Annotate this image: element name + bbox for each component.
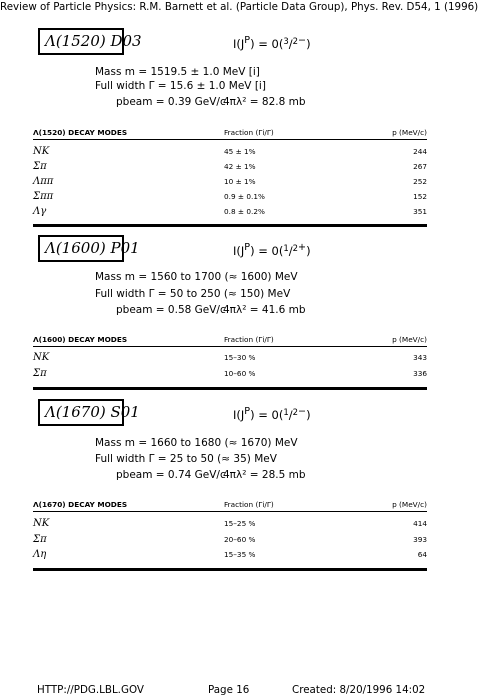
decay-mode: NK <box>33 518 50 529</box>
width-line: Full width Γ = 25 to 50 (≈ 35) MeV <box>95 453 277 465</box>
table-row <box>33 204 427 219</box>
decay-mode: NK <box>33 352 50 363</box>
pbeam-value: pbeam = 0.58 GeV/c <box>116 304 226 316</box>
decay-fraction: 0.9 ± 0.1% <box>224 192 265 201</box>
momentum-header: p (MeV/c) <box>392 128 427 137</box>
decay-table-title: Λ(1600) DECAY MODES <box>33 335 128 344</box>
quantum-eq: ) = 0( <box>250 36 284 51</box>
table-row <box>33 547 427 562</box>
spin-denominator: 2 <box>292 36 299 47</box>
decay-momentum: 64 <box>417 550 427 559</box>
pbeam-line <box>116 469 356 483</box>
quantum-numbers: $I(J^P) = 0(^1/^{2-})$ <box>233 406 311 422</box>
particle-name: Λ(1670) S01 <box>45 403 140 421</box>
cross-section-value: 4πλ² = 41.6 mb <box>223 304 306 316</box>
decay-mode: Λη <box>33 549 47 560</box>
decay-fraction: 10–60 % <box>224 369 256 378</box>
particle-name: Λ(1520) D03 <box>45 32 142 50</box>
pbeam-value: pbeam = 0.74 GeV/c <box>116 469 226 481</box>
parity-sign: − <box>298 35 307 46</box>
cross-section-value: 4πλ² = 28.5 mb <box>223 469 306 481</box>
parity-sign: + <box>298 242 307 253</box>
decay-mode: Σπ <box>33 161 47 172</box>
quantum-parity-label: P <box>244 406 251 417</box>
section-divider <box>33 568 427 571</box>
table-row <box>33 366 427 381</box>
quantum-close: ) <box>306 36 311 51</box>
decay-mode: Σπ <box>33 368 47 379</box>
table-row <box>33 174 427 189</box>
decay-mode: Σπ <box>33 534 47 545</box>
decay-momentum: 351 <box>413 207 427 216</box>
quantum-parity-label: P <box>244 35 251 46</box>
decay-mode: Σππ <box>33 191 54 202</box>
spin-numerator: 1 <box>283 407 289 418</box>
mass-line: Mass m = 1560 to 1700 (≈ 1600) MeV <box>95 271 298 283</box>
table-row <box>33 516 427 531</box>
particle-title-box <box>38 235 140 262</box>
decay-fraction: 15–35 % <box>224 550 256 559</box>
page-footer <box>0 683 497 697</box>
quantum-prefix: I(J <box>233 407 245 422</box>
fraction-header: Fraction (Γi/Γ) <box>224 500 274 509</box>
decay-table-title: Λ(1520) DECAY MODES <box>33 128 128 137</box>
decay-fraction: 15–30 % <box>224 353 256 362</box>
decay-momentum: 267 <box>413 162 427 171</box>
decay-table-title: Λ(1670) DECAY MODES <box>33 500 128 509</box>
decay-momentum: 414 <box>413 519 427 528</box>
table-row <box>33 144 427 159</box>
footer-url-link[interactable]: HTTP://PDG.LBL.GOV <box>37 684 144 696</box>
quantum-numbers: $I(J^P) = 0(^1/^{2+})$ <box>233 242 311 258</box>
page-header: Review of Particle Physics: R.M. Barnett et al. (Particle Data Group), Phys. Rev. D54, 1 (1996) <box>0 1 479 13</box>
particle-name: Λ(1600) P01 <box>45 239 140 257</box>
quantum-eq: ) = 0( <box>250 243 284 258</box>
fraction-header: Fraction (Γi/Γ) <box>224 128 274 137</box>
decay-momentum: 393 <box>413 535 427 544</box>
particle-title-box <box>38 28 142 55</box>
decay-table-header <box>33 126 427 140</box>
decay-momentum: 336 <box>413 369 427 378</box>
quantum-numbers: $I(J^P) = 0(^3/^{2-})$ <box>233 35 311 51</box>
pbeam-line <box>116 304 356 318</box>
decay-momentum: 252 <box>413 177 427 186</box>
decay-fraction: 10 ± 1% <box>224 177 256 186</box>
quantum-eq: ) = 0( <box>250 407 284 422</box>
particle-title-box <box>38 399 140 426</box>
mass-line: Mass m = 1519.5 ± 1.0 MeV [i] <box>95 66 260 78</box>
momentum-header: p (MeV/c) <box>392 500 427 509</box>
footer-page-number: Page 16 <box>208 684 250 696</box>
decay-momentum: 244 <box>413 147 427 156</box>
momentum-header: p (MeV/c) <box>392 335 427 344</box>
spin-denominator: 2 <box>292 407 299 418</box>
spin-denominator: 2 <box>292 243 299 254</box>
mass-line: Mass m = 1660 to 1680 (≈ 1670) MeV <box>95 437 298 449</box>
fraction-header: Fraction (Γi/Γ) <box>224 335 274 344</box>
table-row <box>33 159 427 174</box>
decay-momentum: 152 <box>413 192 427 201</box>
pbeam-line <box>116 96 356 110</box>
table-row <box>33 532 427 547</box>
table-row <box>33 350 427 365</box>
footer-created-date: Created: 8/20/1996 14:02 <box>292 684 426 696</box>
cross-section-value: 4πλ² = 82.8 mb <box>223 96 306 108</box>
decay-fraction: 15–25 % <box>224 519 256 528</box>
quantum-close: ) <box>306 407 311 422</box>
decay-fraction: 45 ± 1% <box>224 147 256 156</box>
section-divider <box>33 224 427 227</box>
width-line: Full width Γ = 50 to 250 (≈ 150) MeV <box>95 288 291 300</box>
pbeam-value: pbeam = 0.39 GeV/c <box>116 96 226 108</box>
quantum-prefix: I(J <box>233 36 245 51</box>
decay-momentum: 343 <box>413 353 427 362</box>
section-divider <box>33 387 427 390</box>
decay-table-header <box>33 333 427 347</box>
table-row <box>33 189 427 204</box>
decay-mode: Λγ <box>33 206 47 217</box>
spin-numerator: 1 <box>283 243 289 254</box>
decay-fraction: 42 ± 1% <box>224 162 256 171</box>
quantum-close: ) <box>306 243 311 258</box>
quantum-prefix: I(J <box>233 243 245 258</box>
decay-mode: Λππ <box>33 176 54 187</box>
decay-mode: NK <box>33 146 50 157</box>
decay-fraction: 0.8 ± 0.2% <box>224 207 265 216</box>
width-line: Full width Γ = 15.6 ± 1.0 MeV [i] <box>95 80 266 92</box>
decay-fraction: 20–60 % <box>224 535 256 544</box>
quantum-parity-label: P <box>244 242 251 253</box>
spin-numerator: 3 <box>283 36 289 47</box>
decay-table-header <box>33 498 427 512</box>
parity-sign: − <box>298 406 307 417</box>
